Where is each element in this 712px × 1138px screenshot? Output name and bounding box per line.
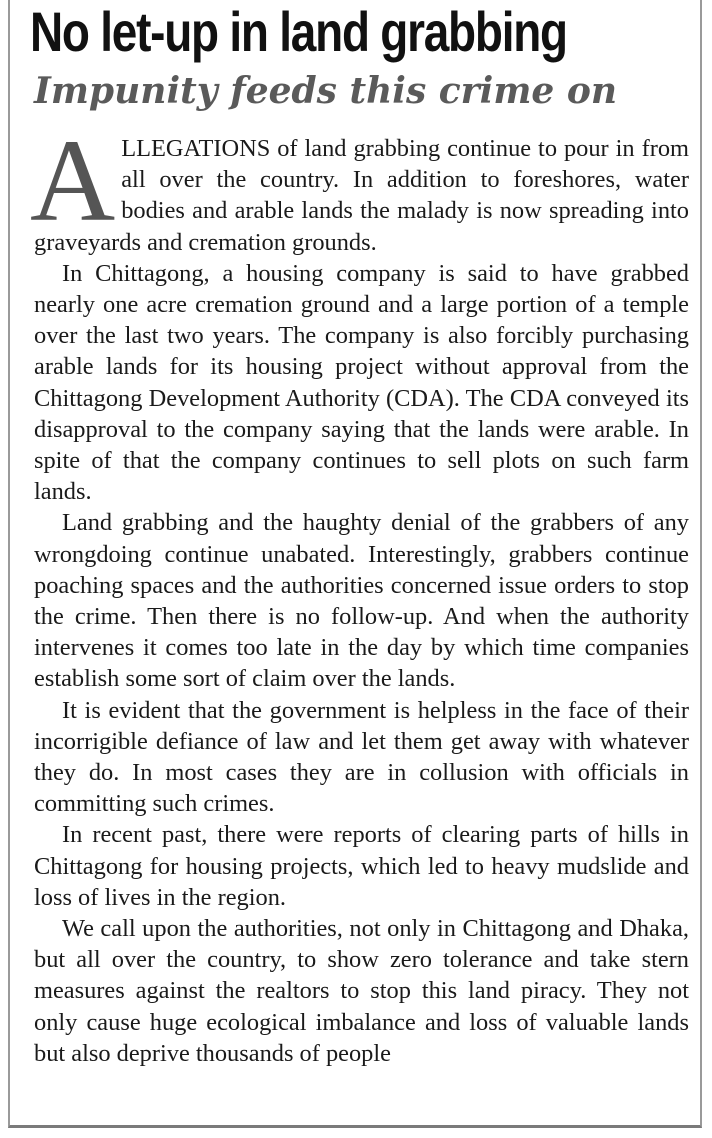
paragraph-5: In recent past, there were reports of clearing parts of hills in Chittagong for housing projects, which led to heavy mudslide and loss of lives in the region.: [34, 821, 689, 911]
headline: No let-up in land grabbing: [30, 0, 567, 63]
paragraph-1: [30, 115, 689, 258]
newspaper-clipping: [8, 0, 702, 1128]
paragraph-6: We call upon the authorities, not only in Chittagong and Dhaka, but all over the country, to show zero tolerance and take stern measures against the realtors to stop this land piracy. They not only cause huge ecological imbalance and loss of valuable lands but also deprive thousands of people: [34, 915, 689, 1067]
paragraph-1-text: LLEGATIONS of land grabbing continue to pour in from all over the country. In addition to foreshores, water bodies and arable lands the malady is now spreading into graveyards and cremation grounds.: [34, 135, 689, 256]
subheadline: Impunity feeds this crime on: [34, 70, 618, 112]
drop-cap: A: [30, 115, 116, 246]
paragraph-2: In Chittagong, a housing company is said to have grabbed nearly one acre cremation ground and a large portion of a temple over the last two years. The company is also forcibly purchasing arable lands for its housing project without approval from the Chittagong Development Authority (CDA). The CDA conveyed its disapproval to the company saying that the lands were arable. In spite of that the company continues to sell plots on such farm lands.: [34, 259, 689, 506]
paragraph-3: Land grabbing and the haughty denial of the grabbers of any wrongdoing continue unabated. Interestingly, grabbers continue poaching spaces and the authorities concerned issue orders to stop the crime. Then there is no follow-up. And when the authority intervenes it comes too late in the day by which time companies establish some sort of claim over the lands.: [34, 509, 689, 693]
article-body: [30, 115, 689, 1069]
paragraph-4: It is evident that the government is helpless in the face of their incorrigible defiance of law and let them get away with whatever they do. In most cases they are in collusion with officials in committing such crimes.: [34, 696, 689, 818]
